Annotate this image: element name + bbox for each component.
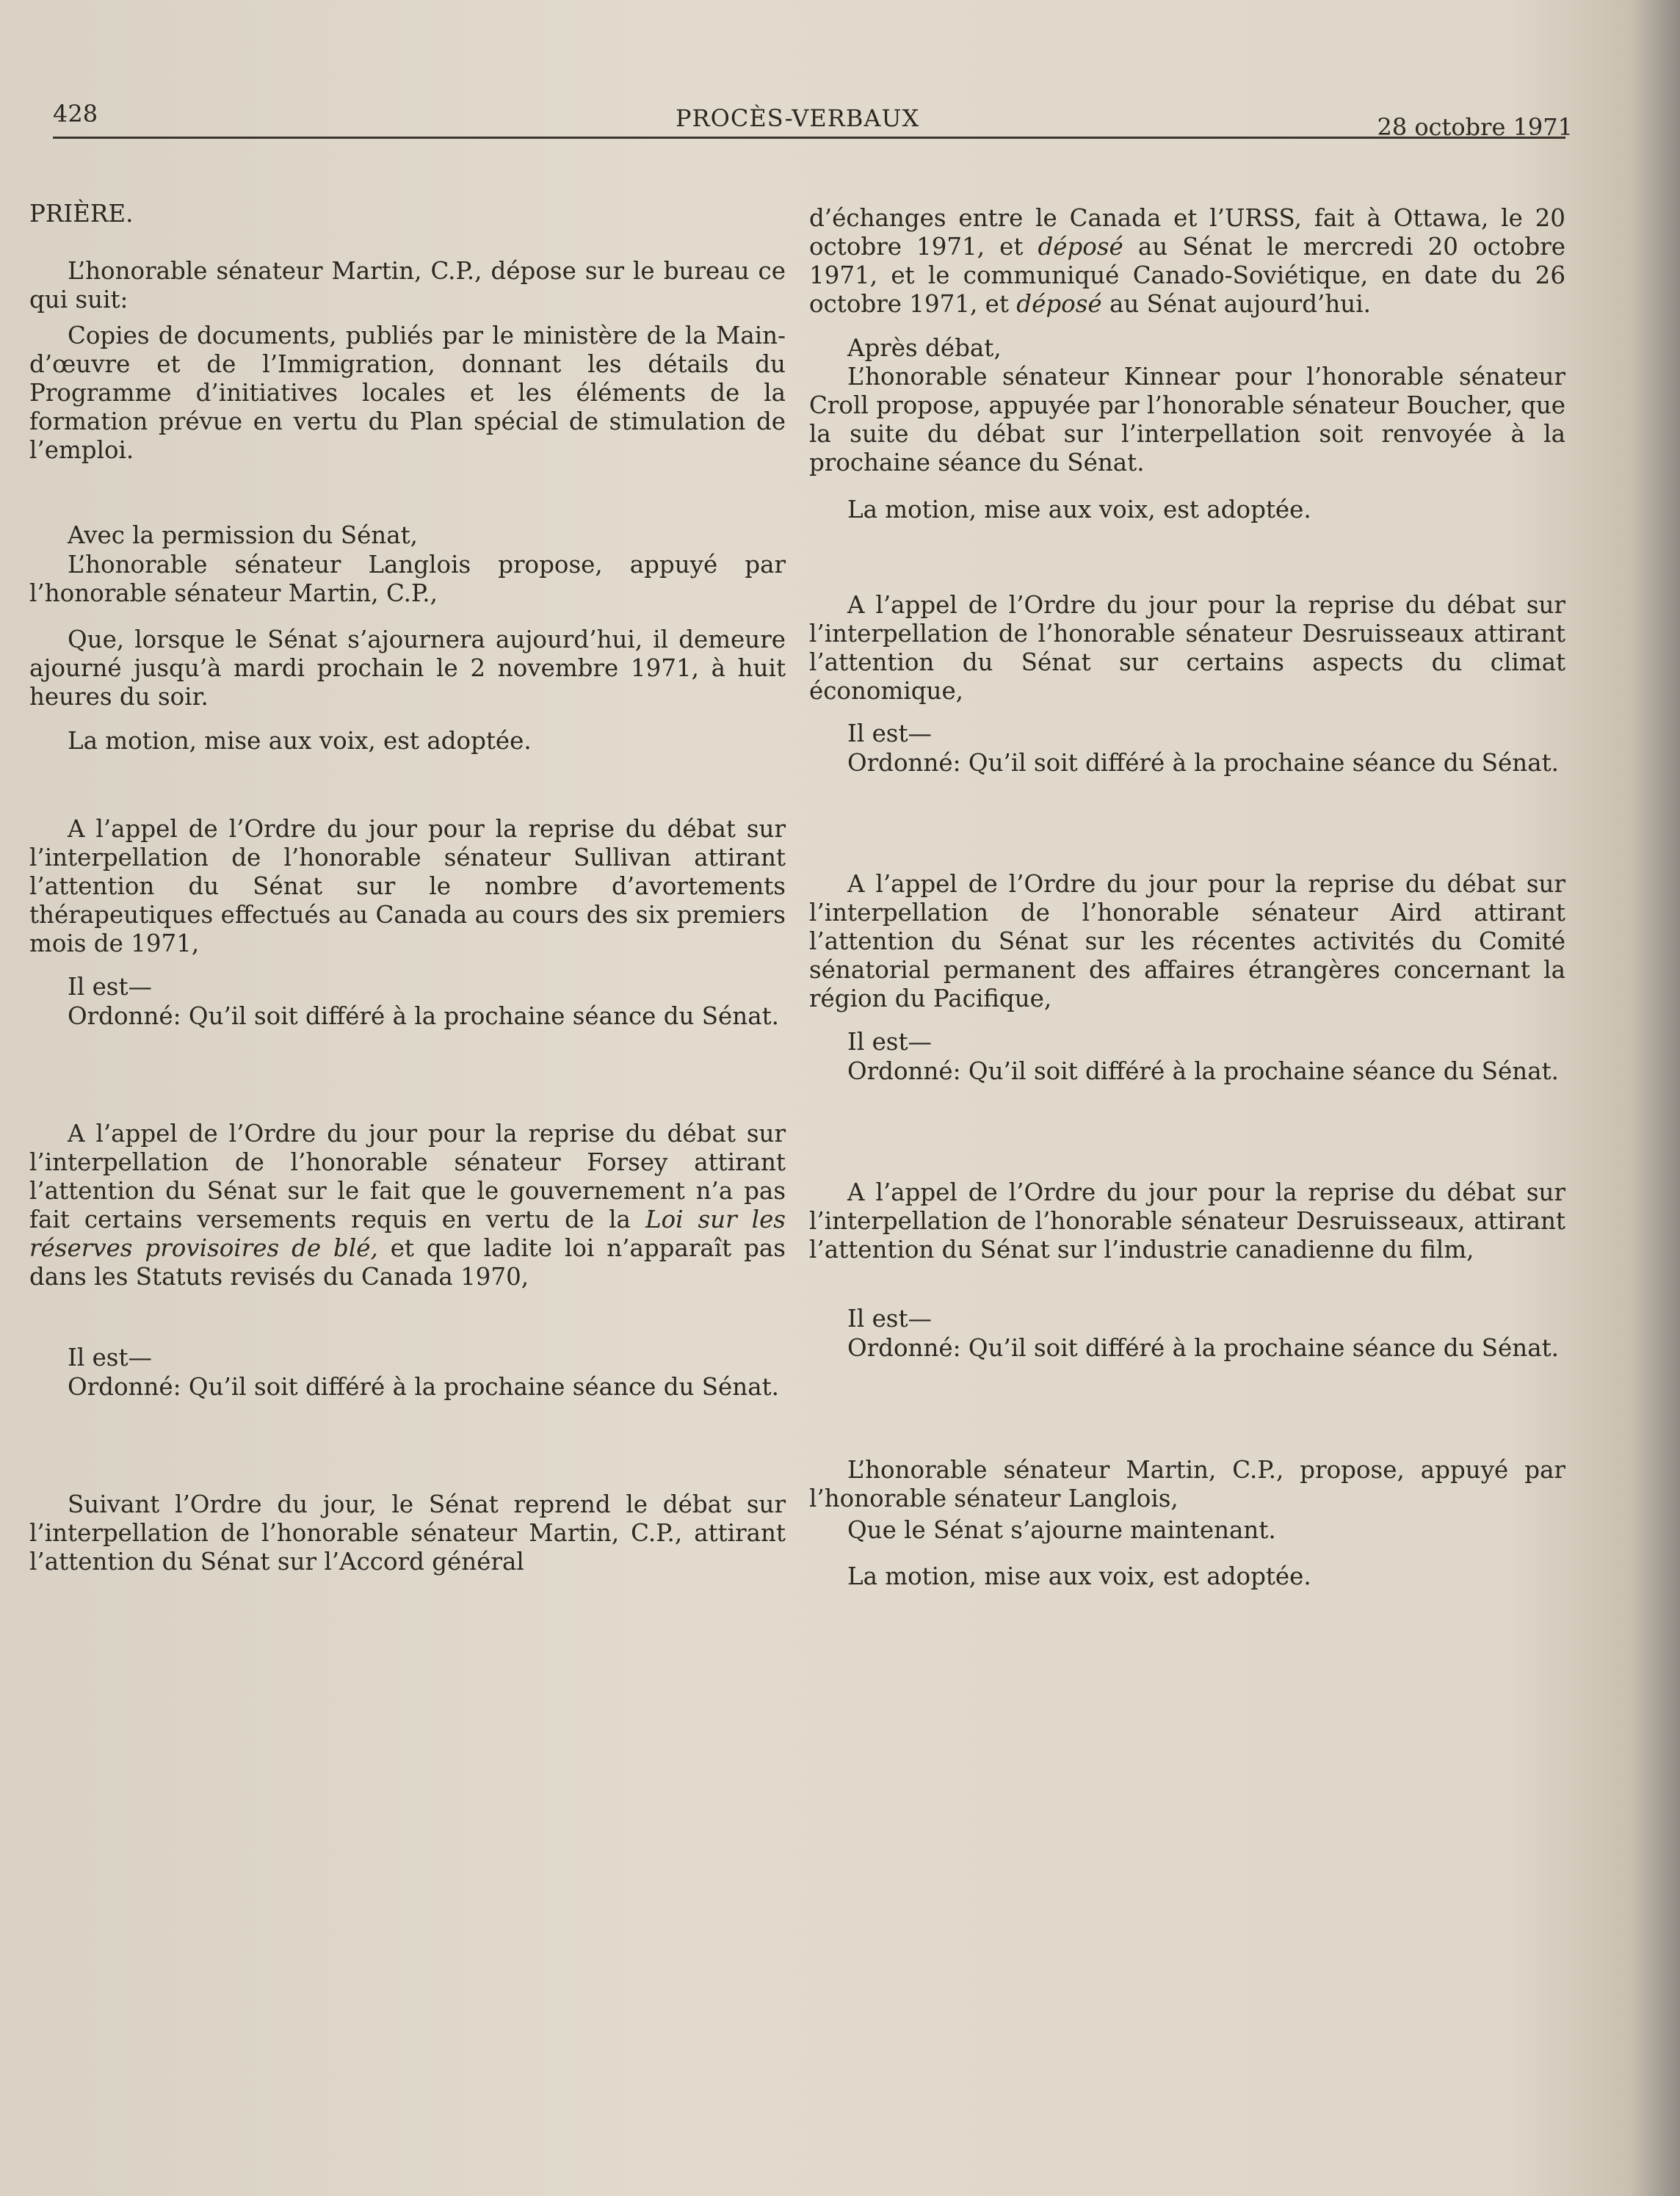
il-est-4: Il est— — [847, 1028, 933, 1056]
desruisseaux-climat-paragraph: A l’appel de l’Ordre du jour pour la reprise du débat sur l’interpellation de l’honorable sénateur Desruisseaux attirant l’attention du Sénat sur certains aspects du climat économique, — [809, 591, 1565, 705]
permission-line: Avec la permission du Sénat, — [68, 521, 419, 549]
il-est-3: Il est— — [847, 720, 933, 747]
ordonne-4: Ordonné: Qu’il soit différé à la prochaine séance du Sénat. — [847, 1057, 1559, 1085]
copies-documents-paragraph: Copies de documents, publiés par le ministère de la Main-d’œuvre et de l’Immigration, donnant les détails du Programme d’initiatives locales et les éléments de la formation prévue en vertu du Plan spécial de stimulation de l’emploi. — [29, 322, 786, 464]
forsey-text-end: et que ladite loi n’apparaît pas dans les Statuts revisés du Canada 1970, — [29, 1234, 786, 1291]
motion-adoptee-3: La motion, mise aux voix, est adoptée. — [847, 1562, 1311, 1590]
motion-adoptee-1: La motion, mise aux voix, est adoptée. — [68, 727, 532, 755]
depose-emphasis-2: déposé — [1016, 290, 1102, 318]
suivant-ordre-paragraph: Suivant l’Ordre du jour, le Sénat reprend le débat sur l’interpellation de l’honorable sénateur Martin, C.P., attirant l’attention du Sénat sur l’Accord général — [29, 1490, 786, 1576]
accord-echanges-paragraph — [809, 204, 1565, 319]
il-est-2: Il est— — [68, 1344, 153, 1371]
ordonne-5: Ordonné: Qu’il soit différé à la prochaine séance du Sénat. — [847, 1334, 1559, 1362]
il-est-1: Il est— — [68, 973, 153, 1001]
accord-text-c: au Sénat aujourd’hui. — [1101, 290, 1371, 318]
motion-adoptee-2: La motion, mise aux voix, est adoptée. — [847, 496, 1311, 523]
forsey-interpellation-paragraph — [29, 1120, 786, 1291]
il-est-5: Il est— — [847, 1305, 933, 1333]
forsey-text-start: A l’appel de l’Ordre du jour pour la reprise du débat sur l’interpellation de l’honorable sénateur Forsey attirant l’attention du Sénat sur le fait que le gouvernement n’a pas fait certains versements requis en vertu de la — [29, 1120, 786, 1233]
accord-text-b: au Sénat le mercredi 20 octobre 1971, et le communiqué Canado-Soviétique, en date du 26 octobre 1971, et — [809, 233, 1565, 318]
kinnear-propose-paragraph: L’honorable sénateur Kinnear pour l’honorable sénateur Croll propose, appuyée par l’honorable sénateur Boucher, que la suite du débat sur l’interpellation soit renvoyée à la prochaine séance du Sénat. — [809, 363, 1565, 476]
ordonne-1: Ordonné: Qu’il soit différé à la prochaine séance du Sénat. — [68, 1002, 779, 1030]
running-title: PROCÈS-VERBAUX — [676, 104, 920, 132]
priere-heading: PRIÈRE. — [29, 200, 134, 228]
forsey-loi-title: Loi sur les réserves provisoires de blé, — [29, 1206, 786, 1262]
martin-depose-paragraph: L’honorable sénateur Martin, C.P., dépose sur le bureau ce qui suit: — [29, 257, 786, 314]
aird-interpellation-paragraph: A l’appel de l’Ordre du jour pour la reprise du débat sur l’interpellation de l’honorable sénateur Aird attirant l’attention du Sénat sur les récentes activités du Comité sénatorial permanent des affaires étrangères concernant la région du Pacifique, — [809, 870, 1565, 1012]
apres-debat-line: Après débat, — [847, 334, 1002, 362]
ordonne-2: Ordonné: Qu’il soit différé à la prochaine séance du Sénat. — [68, 1373, 779, 1401]
ordonne-3: Ordonné: Qu’il soit différé à la prochaine séance du Sénat. — [847, 749, 1559, 777]
ajourne-maintenant-line: Que le Sénat s’ajourne maintenant. — [847, 1516, 1276, 1544]
page-number: 428 — [53, 100, 98, 128]
header-date: 28 octobre 1971 — [1377, 113, 1573, 141]
desruisseaux-film-paragraph: A l’appel de l’Ordre du jour pour la reprise du débat sur l’interpellation de l’honorable sénateur Desruisseaux, attirant l’attention du Sénat sur l’industrie canadienne du film, — [809, 1178, 1565, 1264]
ajournement-motion-paragraph: Que, lorsque le Sénat s’ajournera aujourd’hui, il demeure ajourné jusqu’à mardi prochain le 2 novembre 1971, à huit heures du soir. — [29, 626, 786, 711]
accord-text-a: d’échanges entre le Canada et l’URSS, fait à Ottawa, le 20 octobre 1971, et — [809, 204, 1565, 261]
sullivan-interpellation-paragraph: A l’appel de l’Ordre du jour pour la reprise du débat sur l’interpellation de l’honorable sénateur Sullivan attirant l’attention du Sénat sur le nombre d’avortements thérapeutiques effectués au Canada au cours des six premiers mois de 1971, — [29, 815, 786, 957]
martin-propose-paragraph: L’honorable sénateur Martin, C.P., propose, appuyé par l’honorable sénateur Langlois, — [809, 1456, 1565, 1512]
langlois-propose-paragraph: L’honorable sénateur Langlois propose, appuyé par l’honorable sénateur Martin, C.P., — [29, 551, 786, 607]
depose-emphasis-1: déposé — [1038, 233, 1123, 261]
page-header — [53, 100, 1573, 141]
